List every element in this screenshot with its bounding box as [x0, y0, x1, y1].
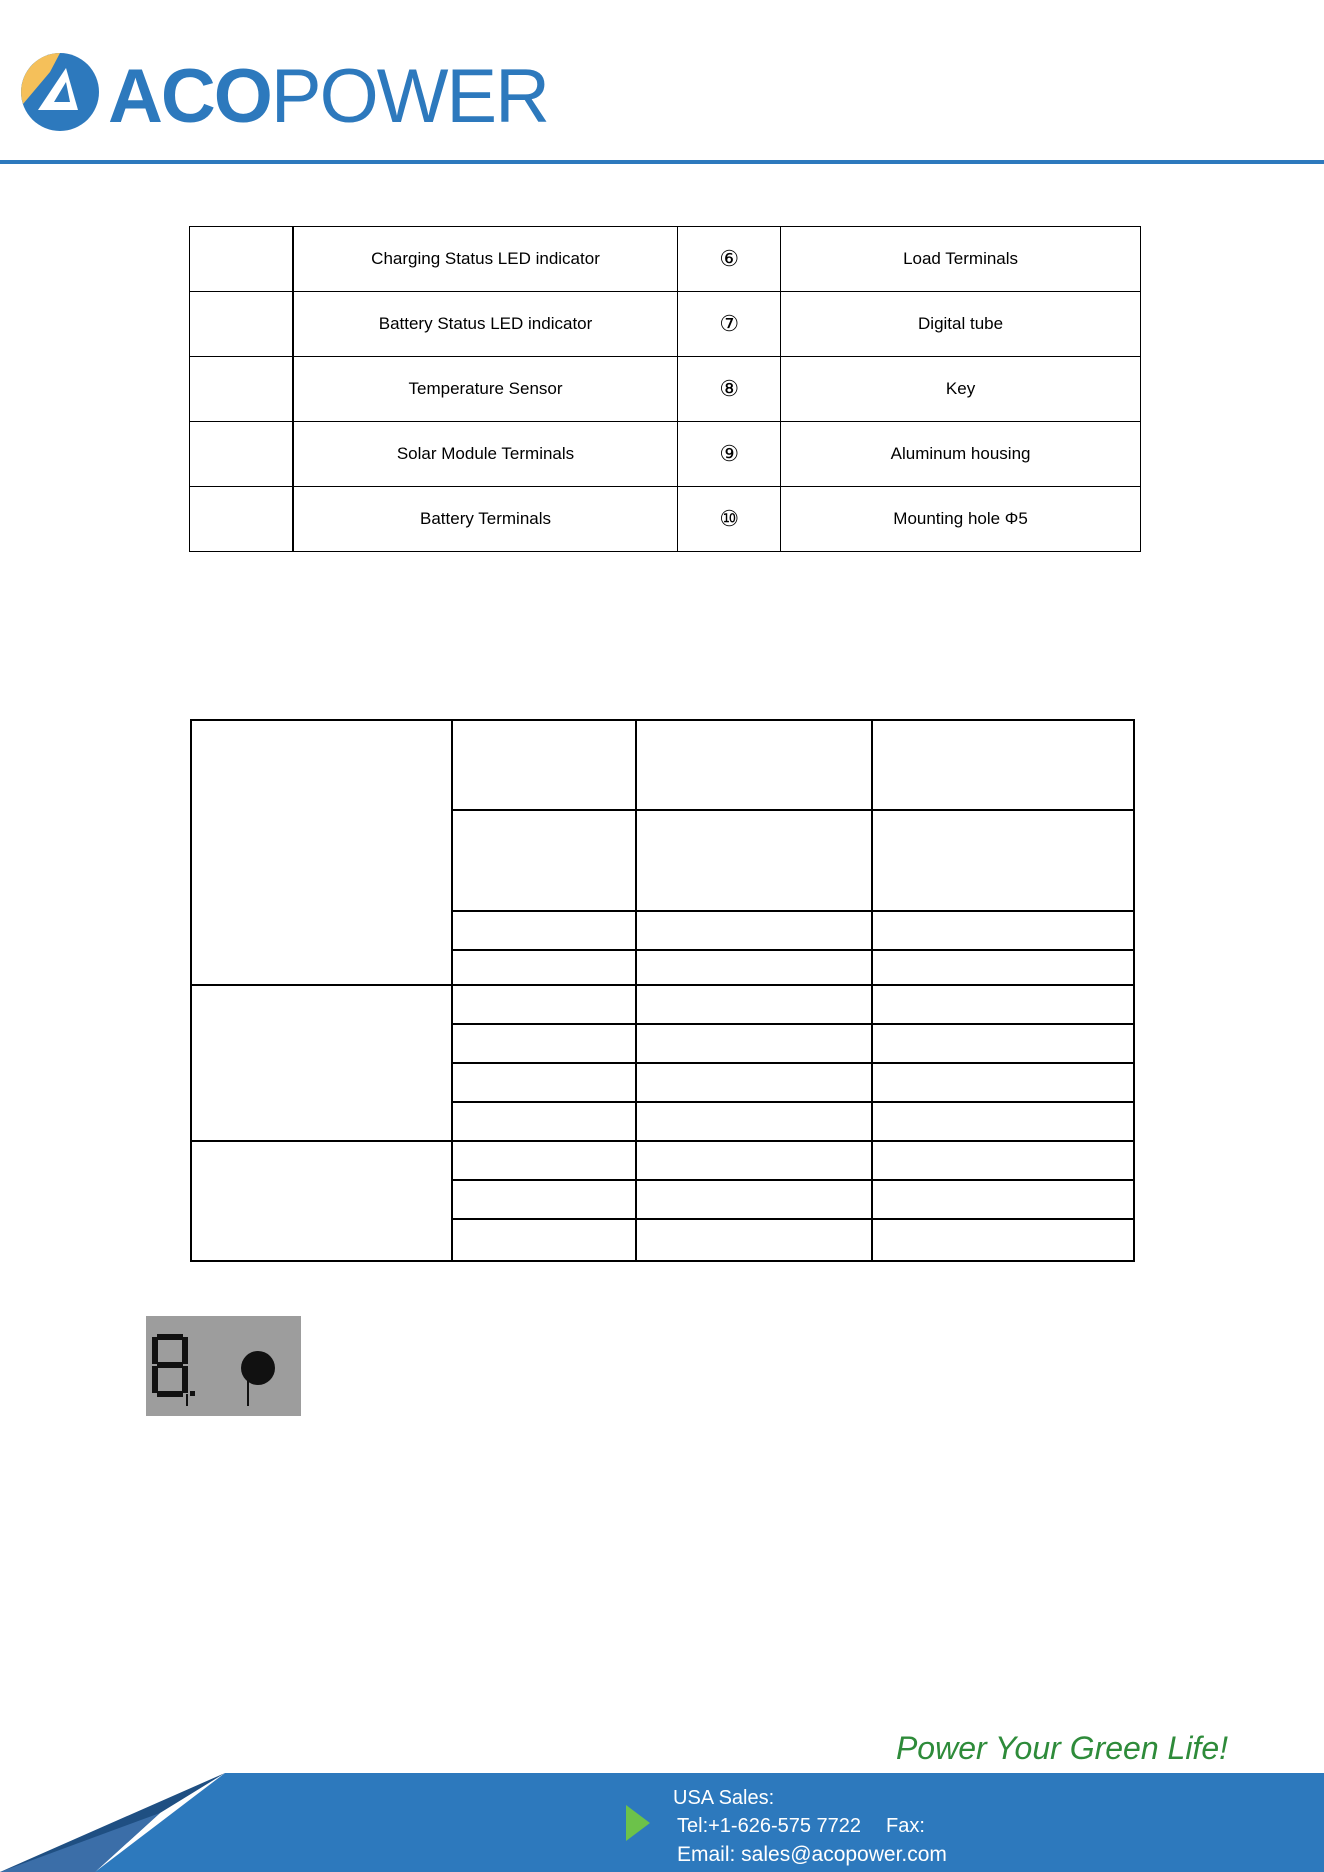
part-label: Aluminum housing	[781, 422, 1141, 487]
part-number	[190, 292, 293, 357]
part-number	[190, 357, 293, 422]
sales-label: USA Sales:	[673, 1787, 775, 1809]
footer-background	[0, 1773, 1324, 1872]
logo-icon	[20, 52, 100, 132]
table-cell	[872, 1063, 1134, 1102]
table-cell	[636, 1180, 872, 1219]
table-cell	[872, 1219, 1134, 1261]
table-cell	[636, 1141, 872, 1180]
table-cell	[452, 1024, 636, 1063]
email-link[interactable]: Email: sales@acopower.com	[677, 1843, 947, 1866]
table-cell	[452, 1102, 636, 1141]
table-cell	[452, 1141, 636, 1180]
parts-table	[189, 226, 1141, 552]
table-cell	[636, 985, 872, 1024]
table-cell	[452, 1180, 636, 1219]
digital-tube-image	[146, 1316, 301, 1416]
part-label: Solar Module Terminals	[293, 422, 678, 487]
table-cell	[452, 911, 636, 950]
part-label: Charging Status LED indicator	[293, 227, 678, 292]
brand-bold: ACO	[108, 54, 271, 139]
table-row	[191, 720, 1134, 810]
table-cell	[191, 1141, 452, 1261]
table-row	[190, 292, 1141, 357]
header-rule	[0, 160, 1324, 164]
table-row	[191, 1141, 1134, 1180]
table-cell	[636, 810, 872, 911]
table-cell	[452, 985, 636, 1024]
part-number	[190, 227, 293, 292]
table-row	[190, 357, 1141, 422]
table-row	[190, 487, 1141, 552]
brand-wordmark	[108, 52, 548, 142]
part-label: Temperature Sensor	[293, 357, 678, 422]
table-cell	[191, 720, 452, 985]
part-number: ⑦	[678, 292, 781, 357]
table-cell	[452, 810, 636, 911]
table-cell	[452, 950, 636, 985]
part-label: Battery Status LED indicator	[293, 292, 678, 357]
part-number: ⑥	[678, 227, 781, 292]
table-cell	[636, 950, 872, 985]
table-row	[190, 422, 1141, 487]
table-cell	[636, 1063, 872, 1102]
table-cell	[636, 1219, 872, 1261]
specification-grid	[190, 719, 1135, 1262]
part-number	[190, 422, 293, 487]
key-button-icon	[241, 1351, 275, 1406]
part-label: Load Terminals	[781, 227, 1141, 292]
table-cell	[636, 720, 872, 810]
part-number: ⑨	[678, 422, 781, 487]
table-cell	[452, 720, 636, 810]
part-number: ⑧	[678, 357, 781, 422]
table-cell	[872, 720, 1134, 810]
brand-regular: POWER	[270, 54, 549, 139]
table-cell	[636, 1024, 872, 1063]
table-cell	[872, 1141, 1134, 1180]
part-label: Key	[781, 357, 1141, 422]
table-cell	[872, 985, 1134, 1024]
table-cell	[872, 950, 1134, 985]
part-number: ⑩	[678, 487, 781, 552]
table-cell	[636, 1102, 872, 1141]
part-label: Battery Terminals	[293, 487, 678, 552]
table-cell	[191, 985, 452, 1141]
table-cell	[872, 810, 1134, 911]
table-cell	[452, 1219, 636, 1261]
tel-text: Tel:+1-626-575 7722	[677, 1815, 862, 1837]
table-cell	[452, 1063, 636, 1102]
table-row	[190, 227, 1141, 292]
part-label: Mounting hole Φ5	[781, 487, 1141, 552]
table-cell	[636, 911, 872, 950]
table-cell	[872, 1180, 1134, 1219]
brand-logo	[20, 52, 549, 142]
table-cell	[872, 1102, 1134, 1141]
table-row	[191, 985, 1134, 1024]
seven-segment-icon	[146, 1316, 301, 1416]
table-cell	[872, 1024, 1134, 1063]
table-cell	[872, 911, 1134, 950]
part-label: Digital tube	[781, 292, 1141, 357]
fax-text: Fax:	[886, 1815, 925, 1837]
footer-bar	[0, 1773, 1324, 1872]
slogan: Power Your Green Life!	[895, 1730, 1228, 1766]
part-number	[190, 487, 293, 552]
